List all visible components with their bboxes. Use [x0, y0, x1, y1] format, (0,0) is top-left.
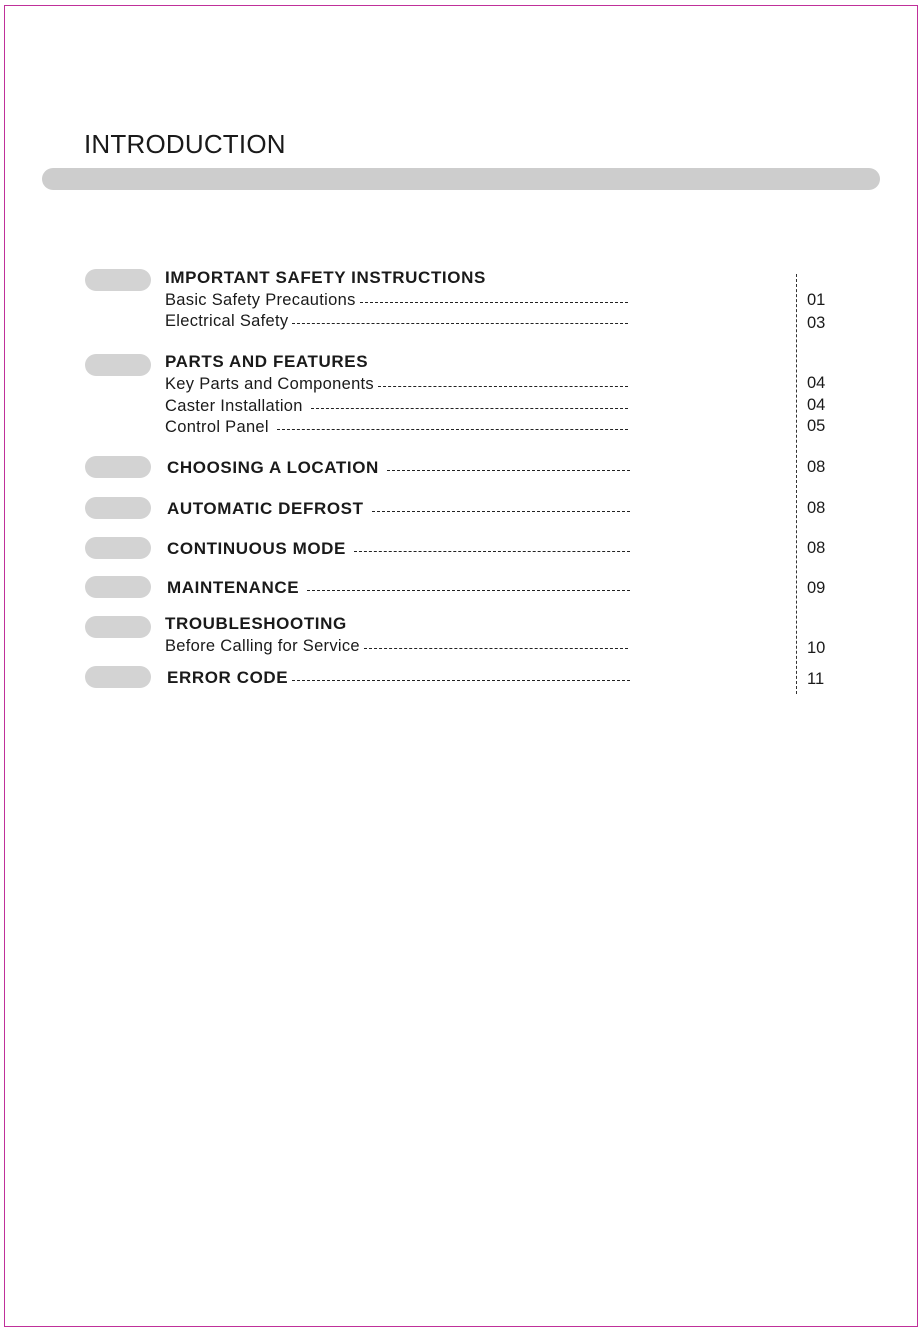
section-marker-defrost [85, 497, 151, 519]
page-number: 08 [807, 458, 826, 476]
section-marker-troubleshooting [85, 616, 151, 638]
page-number: 01 [807, 291, 826, 309]
page-number-divider [796, 274, 797, 694]
toc-item-basic-safety[interactable] [165, 288, 628, 308]
dot-leader [307, 590, 630, 591]
toc-heading-label: CONTINUOUS MODE [167, 539, 346, 558]
toc-item-control-panel[interactable] [165, 415, 628, 435]
toc-heading-label: CHOOSING A LOCATION [167, 458, 379, 477]
section-marker-location [85, 456, 151, 478]
toc-item-label: Basic Safety Precautions [165, 290, 356, 309]
dot-leader [311, 408, 628, 409]
section-marker-safety [85, 269, 151, 291]
toc-item-electrical-safety[interactable] [165, 309, 628, 329]
dot-leader [354, 551, 630, 552]
toc-item-label: Control Panel [165, 417, 269, 436]
section-marker-continuous [85, 537, 151, 559]
toc-item-before-calling[interactable] [165, 634, 628, 654]
toc-heading-safety[interactable] [165, 266, 628, 286]
dot-leader [292, 323, 628, 324]
section-marker-maintenance [85, 576, 151, 598]
toc-item-key-parts[interactable] [165, 372, 628, 392]
toc-heading-maintenance[interactable] [167, 576, 630, 596]
page-number: 10 [807, 639, 826, 657]
toc-heading-troubleshooting[interactable] [165, 612, 628, 632]
toc-heading-error-code[interactable] [167, 666, 630, 686]
toc-heading-label: ERROR CODE [167, 668, 289, 687]
toc-item-caster-installation[interactable] [165, 394, 628, 414]
page-number: 05 [807, 417, 826, 435]
dot-leader [277, 429, 628, 430]
toc-heading-location[interactable] [167, 456, 630, 476]
page-number: 08 [807, 499, 826, 517]
toc-item-label: Caster Installation [165, 396, 303, 415]
toc-heading-label: AUTOMATIC DEFROST [167, 499, 364, 518]
page-number: 09 [807, 579, 826, 597]
dot-leader [292, 680, 630, 681]
section-marker-parts [85, 354, 151, 376]
dot-leader [364, 648, 628, 649]
page-title: INTRODUCTION [84, 129, 286, 159]
toc-heading-label: IMPORTANT SAFETY INSTRUCTIONS [165, 268, 486, 287]
toc-item-label: Before Calling for Service [165, 636, 360, 655]
dot-leader [378, 386, 628, 387]
toc-item-label: Key Parts and Components [165, 374, 374, 393]
toc-heading-label: TROUBLESHOOTING [165, 614, 347, 633]
toc-heading-continuous[interactable] [167, 537, 630, 557]
title-bar [42, 168, 880, 190]
toc-heading-defrost[interactable] [167, 497, 630, 517]
page-number: 03 [807, 314, 826, 332]
toc-heading-label: PARTS AND FEATURES [165, 352, 369, 371]
dot-leader [387, 470, 630, 471]
page-number: 11 [807, 670, 825, 688]
section-marker-error-code [85, 666, 151, 688]
page-number: 08 [807, 539, 826, 557]
page-number: 04 [807, 374, 826, 392]
page-number: 04 [807, 396, 826, 414]
dot-leader [360, 302, 628, 303]
dot-leader [372, 511, 630, 512]
toc-heading-label: MAINTENANCE [167, 578, 300, 597]
toc-item-label: Electrical Safety [165, 311, 289, 330]
toc-heading-parts[interactable] [165, 350, 628, 370]
